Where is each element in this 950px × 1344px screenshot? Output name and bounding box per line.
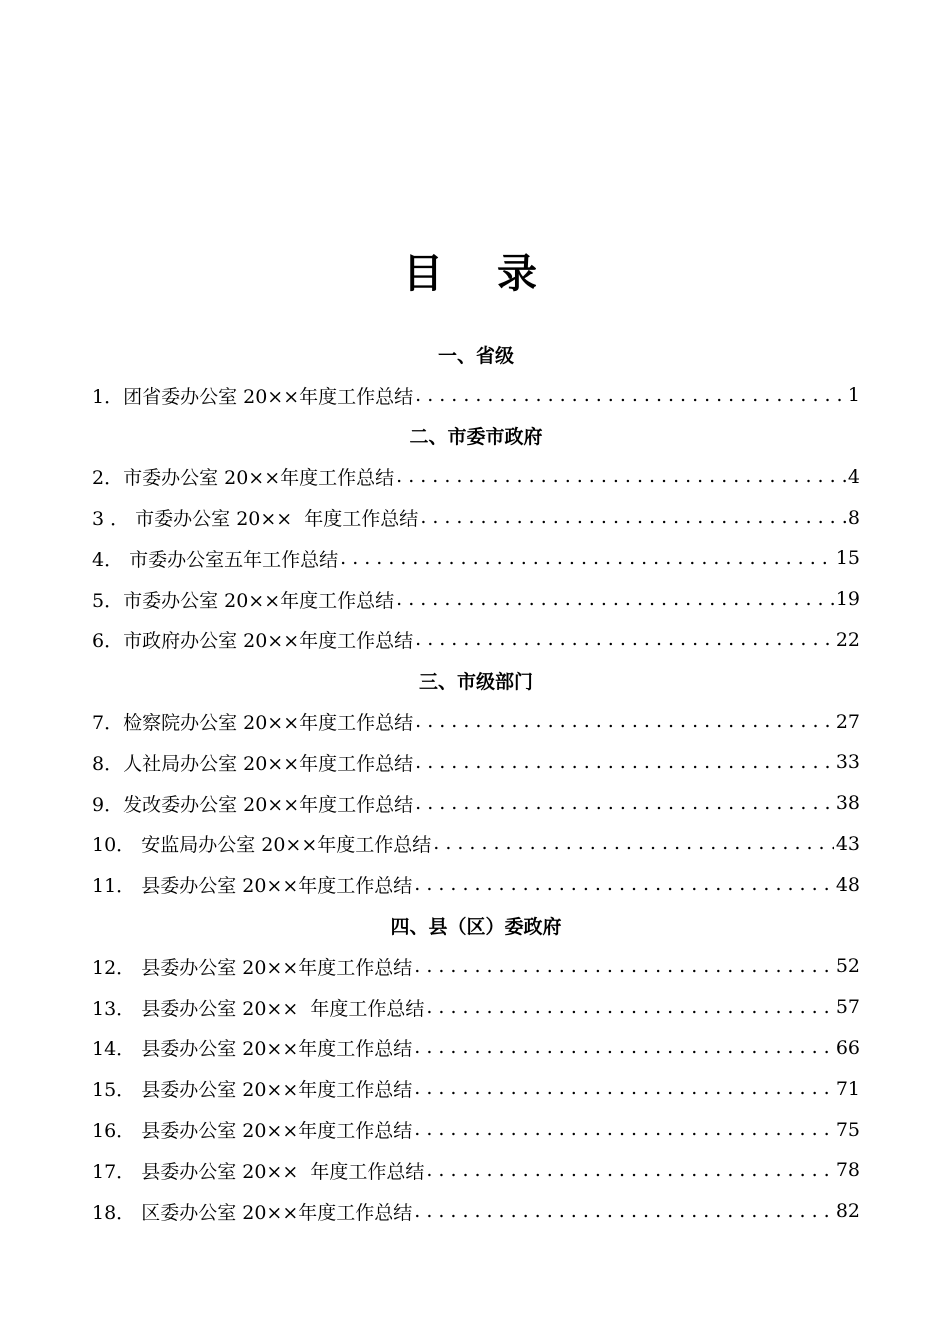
toc-entry-number: 12． [92, 956, 142, 979]
toc-entry[interactable] [92, 1068, 860, 1109]
toc-entry[interactable] [92, 946, 860, 987]
toc-page-number: 52 [835, 955, 860, 978]
toc-entry-title: 市委办公室 20××年度工作总结 [123, 467, 395, 490]
toc-page-number: 8 [847, 506, 860, 529]
toc-entry-title: 市委办公室五年工作总结 [129, 548, 339, 571]
toc-page-number: 33 [835, 751, 860, 774]
toc-entry-number: 11． [92, 875, 142, 898]
toc-page-number: 1 [847, 384, 860, 407]
toc-section-heading: 一、省级 [437, 344, 514, 367]
toc-page-number: 22 [835, 628, 860, 651]
toc-entry-title: 县委办公室 20××年度工作总结 [141, 1120, 413, 1143]
toc-page-number: 19 [835, 588, 860, 611]
toc-dot-leader [396, 467, 846, 486]
toc-dot-leader [415, 753, 834, 772]
toc-dot-leader [414, 1038, 834, 1057]
toc-entry-title: 县委办公室 20××年度工作总结 [141, 1079, 413, 1102]
toc-entry-number: 14． [92, 1038, 142, 1061]
toc-entry[interactable] [92, 1109, 860, 1150]
toc-dot-leader [414, 1120, 834, 1139]
toc-page-number: 82 [835, 1200, 860, 1223]
toc-entry[interactable] [92, 987, 860, 1028]
toc-entry-number: 17． [92, 1160, 142, 1183]
toc-section-heading: 四、县（区）委政府 [390, 916, 562, 939]
toc-dot-leader [420, 508, 846, 527]
toc-section-heading: 二、市委市政府 [409, 426, 543, 449]
toc-entry-title: 县委办公室 20××年度工作总结 [141, 956, 413, 979]
toc-entry-number: 9． [92, 793, 124, 816]
toc-dot-leader [426, 998, 833, 1017]
toc-dot-leader [415, 386, 846, 405]
toc-entry-number: 6． [92, 630, 124, 653]
toc-entry[interactable] [92, 579, 860, 620]
toc-dot-leader [340, 549, 834, 568]
toc-dot-leader [414, 875, 834, 894]
toc-entry[interactable] [92, 1191, 860, 1232]
toc-dot-leader [415, 794, 834, 813]
table-of-contents [92, 334, 860, 1232]
toc-entry[interactable] [92, 375, 860, 416]
toc-entry-title: 县委办公室 20××年度工作总结 [141, 1038, 413, 1061]
toc-page-number: 57 [835, 996, 860, 1019]
toc-entry-title: 团省委办公室 20××年度工作总结 [123, 385, 414, 408]
toc-dot-leader [396, 590, 834, 609]
toc-entry-number: 2． [92, 467, 124, 490]
toc-entry[interactable] [92, 824, 860, 865]
toc-entry[interactable] [92, 1028, 860, 1069]
toc-page-number: 38 [835, 792, 860, 815]
toc-entry[interactable] [92, 456, 860, 497]
toc-entry[interactable] [92, 538, 860, 579]
toc-page-number: 66 [835, 1036, 860, 1059]
toc-entry-number: 13． [92, 997, 142, 1020]
toc-entry[interactable] [92, 783, 860, 824]
toc-entry-number: 5． [92, 589, 124, 612]
toc-entry-title: 市政府办公室 20××年度工作总结 [123, 630, 414, 653]
toc-entry-title: 市委办公室 20××年度工作总结 [123, 589, 395, 612]
toc-entry-title: 县委办公室 20×× 年度工作总结 [141, 1160, 425, 1183]
toc-page-number: 75 [835, 1118, 860, 1141]
toc-entry-title: 人社局办公室 20××年度工作总结 [123, 752, 414, 775]
toc-entry-title: 检察院办公室 20××年度工作总结 [123, 712, 414, 735]
toc-entry-number: 1． [92, 385, 124, 408]
toc-entry-title: 发改委办公室 20××年度工作总结 [123, 793, 414, 816]
toc-page-number: 27 [835, 710, 860, 733]
toc-dot-leader [414, 957, 834, 976]
toc-entry-title: 安监局办公室 20××年度工作总结 [141, 834, 432, 857]
toc-entry-title: 区委办公室 20××年度工作总结 [141, 1201, 413, 1224]
toc-page-number: 78 [835, 1159, 860, 1182]
toc-dot-leader [415, 712, 834, 731]
toc-entry-number: 16． [92, 1120, 142, 1143]
toc-entry[interactable] [92, 701, 860, 742]
toc-page-number: 4 [847, 465, 860, 488]
toc-page-number: 48 [835, 873, 860, 896]
toc-entry-number: 15． [92, 1079, 142, 1102]
toc-dot-leader [414, 1202, 834, 1221]
toc-entry-title: 市委办公室 20×× 年度工作总结 [135, 508, 419, 531]
toc-entry-number: 8． [92, 752, 124, 775]
toc-dot-leader [415, 630, 834, 649]
toc-entry[interactable] [92, 864, 860, 905]
toc-entry[interactable] [92, 742, 860, 783]
toc-entry-number: 3 ． [92, 508, 136, 531]
toc-dot-leader [414, 1079, 834, 1098]
toc-entry-number: 4． [92, 548, 130, 571]
toc-dot-leader [433, 834, 834, 853]
toc-entry-number: 10． [92, 834, 142, 857]
toc-page-number: 43 [835, 832, 860, 855]
toc-entry-number: 7． [92, 712, 124, 735]
toc-entry[interactable] [92, 620, 860, 661]
toc-entry-number: 18． [92, 1201, 142, 1224]
toc-page-number: 15 [835, 547, 860, 570]
toc-section-heading: 三、市级部门 [418, 671, 533, 694]
toc-entry[interactable] [92, 1150, 860, 1191]
toc-page-number: 71 [835, 1077, 860, 1100]
toc-dot-leader [426, 1161, 833, 1180]
toc-title: 目 录 [403, 251, 557, 297]
toc-entry-title: 县委办公室 20×× 年度工作总结 [141, 997, 425, 1020]
toc-entry[interactable] [92, 497, 860, 538]
toc-entry-title: 县委办公室 20××年度工作总结 [141, 875, 413, 898]
